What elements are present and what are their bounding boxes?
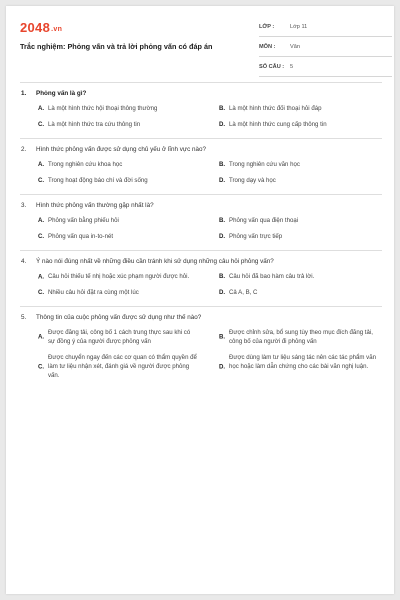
meta-value: Văn bbox=[290, 44, 300, 50]
option-letter: C. bbox=[38, 121, 45, 128]
logo-suffix: .vn bbox=[51, 26, 63, 33]
question-list bbox=[20, 82, 382, 389]
answer-option-c[interactable] bbox=[20, 353, 201, 380]
option-letter: D. bbox=[219, 233, 226, 240]
option-letter: A. bbox=[38, 161, 45, 168]
question-text bbox=[20, 89, 382, 98]
answer-options bbox=[20, 160, 382, 192]
answer-option-a[interactable] bbox=[20, 216, 201, 225]
question-text bbox=[20, 257, 382, 266]
option-letter: D. bbox=[219, 177, 226, 184]
question-number: 1. bbox=[21, 90, 27, 97]
option-text: Là một hình thức cung cấp thông tin bbox=[229, 121, 327, 128]
header bbox=[20, 18, 380, 82]
question-1 bbox=[20, 82, 382, 138]
answer-option-b[interactable] bbox=[201, 104, 382, 113]
answer-option-a[interactable] bbox=[20, 328, 201, 346]
option-letter: C. bbox=[38, 177, 45, 184]
meta-label: LỚP : bbox=[259, 24, 275, 30]
question-3 bbox=[20, 194, 382, 250]
option-letter: B. bbox=[219, 161, 226, 168]
question-prompt: Ý nào nói đúng nhất về những điều cần tránh khi sử dụng những câu hỏi phỏng vấn? bbox=[36, 258, 274, 265]
meta-value: Lớp 11 bbox=[290, 24, 308, 30]
answer-option-c[interactable] bbox=[20, 176, 201, 185]
option-letter: D. bbox=[219, 363, 226, 370]
question-number: 2. bbox=[21, 146, 27, 153]
answer-option-b[interactable] bbox=[201, 272, 382, 281]
question-text bbox=[20, 313, 382, 322]
site-logo[interactable] bbox=[20, 20, 62, 35]
answer-option-b[interactable] bbox=[201, 160, 382, 169]
option-text: Được chuyển ngay đến các cơ quan có thẩm quyền để làm tư liệu nhận xét, đánh giá về người được phỏng vấn. bbox=[48, 354, 197, 379]
answer-options bbox=[20, 328, 382, 387]
option-text: Trong dạy và học bbox=[229, 177, 276, 184]
answer-options bbox=[20, 272, 382, 304]
answer-option-d[interactable] bbox=[201, 176, 382, 185]
question-prompt: Thông tin của cuộc phỏng vấn được sử dụng như thế nào? bbox=[36, 314, 202, 321]
option-text: Trong nghiên cứu khoa học bbox=[48, 161, 123, 168]
answer-option-a[interactable] bbox=[20, 160, 201, 169]
document-title: Trắc nghiệm: Phỏng vấn và trả lời phỏng vấn có đáp án bbox=[20, 42, 213, 51]
answer-option-d[interactable] bbox=[201, 232, 382, 241]
answer-option-a[interactable] bbox=[20, 104, 201, 113]
option-letter: C. bbox=[38, 363, 45, 370]
option-letter: C. bbox=[38, 289, 45, 296]
answer-option-d[interactable] bbox=[201, 288, 382, 297]
option-letter: D. bbox=[219, 289, 226, 296]
option-text: Câu hỏi thiếu tế nhị hoặc xúc phạm người được hỏi. bbox=[48, 273, 190, 280]
question-number: 5. bbox=[21, 314, 27, 321]
answer-option-c[interactable] bbox=[20, 288, 201, 297]
option-letter: B. bbox=[219, 333, 226, 341]
option-letter: A. bbox=[38, 273, 45, 280]
option-letter: B. bbox=[219, 105, 226, 112]
option-text: Được dùng làm tư liệu sáng tác nên các tác phẩm văn học hoặc làm dẫn chứng cho các bài văn nghị luận. bbox=[229, 354, 376, 370]
option-letter: D. bbox=[219, 121, 226, 128]
question-5 bbox=[20, 306, 382, 389]
option-text: Phỏng vấn trực tiếp bbox=[229, 233, 283, 240]
question-2 bbox=[20, 138, 382, 194]
option-text: Cả A, B, C bbox=[229, 289, 258, 296]
meta-value: 5 bbox=[290, 64, 294, 70]
question-prompt: Hình thức phỏng vấn thường gặp nhất là? bbox=[36, 202, 154, 209]
option-text: Phỏng vấn qua điện thoại bbox=[229, 217, 299, 224]
meta-label: SỐ CÂU : bbox=[259, 64, 285, 70]
option-text: Là một hình thức hội thoại thông thường bbox=[48, 105, 158, 112]
question-prompt: Hình thức phỏng vấn được sử dụng chủ yếu ở lĩnh vực nào? bbox=[36, 146, 207, 153]
answer-options bbox=[20, 104, 382, 136]
answer-option-b[interactable] bbox=[201, 328, 382, 346]
answer-option-b[interactable] bbox=[201, 216, 382, 225]
option-letter: A. bbox=[38, 333, 45, 341]
answer-option-c[interactable] bbox=[20, 120, 201, 129]
question-text bbox=[20, 201, 382, 210]
option-text: Phỏng vấn qua in-to-nét bbox=[48, 233, 114, 240]
question-4 bbox=[20, 250, 382, 306]
answer-option-d[interactable] bbox=[201, 353, 382, 380]
answer-option-a[interactable] bbox=[20, 272, 201, 281]
question-number: 3. bbox=[21, 202, 27, 209]
answer-option-d[interactable] bbox=[201, 120, 382, 129]
answer-options bbox=[20, 216, 382, 248]
meta-row-subject bbox=[259, 41, 392, 57]
option-text: Trong hoạt động báo chí và đời sống bbox=[48, 177, 148, 184]
option-letter: B. bbox=[219, 273, 226, 280]
option-text: Phỏng vấn bằng phiếu hỏi bbox=[48, 217, 119, 224]
option-text: Được đăng tải, công bố 1 cách trung thực sau khi có sự đồng ý của người được phỏng vấn bbox=[48, 329, 191, 345]
option-text: Trong nghiên cứu văn học bbox=[229, 161, 300, 168]
question-prompt: Phỏng vấn là gì? bbox=[36, 90, 87, 97]
option-letter: B. bbox=[219, 217, 226, 224]
option-letter: A. bbox=[38, 105, 45, 112]
meta-row-question-count bbox=[259, 61, 392, 77]
option-text: Được chỉnh sửa, bổ sung tùy theo mục đích đăng tải, công bố của người đi phỏng vấn bbox=[229, 329, 373, 345]
meta-label: MÔN : bbox=[259, 44, 276, 50]
option-letter: A. bbox=[38, 217, 45, 224]
answer-option-c[interactable] bbox=[20, 232, 201, 241]
question-number: 4. bbox=[21, 258, 27, 265]
question-text bbox=[20, 145, 382, 154]
option-letter: C. bbox=[38, 233, 45, 240]
worksheet-page bbox=[6, 6, 394, 594]
option-text: Là một hình thức đối thoại hỏi đáp bbox=[229, 105, 322, 112]
option-text: Câu hỏi đã bao hàm câu trả lời. bbox=[229, 273, 315, 280]
meta-row-class bbox=[259, 21, 392, 37]
option-text: Nhiều câu hỏi đặt ra cùng một lúc bbox=[48, 289, 139, 296]
option-text: Là một hình thức tra cứu thông tin bbox=[48, 121, 141, 128]
logo-text: 2048 bbox=[20, 20, 51, 35]
meta-info bbox=[259, 21, 392, 81]
